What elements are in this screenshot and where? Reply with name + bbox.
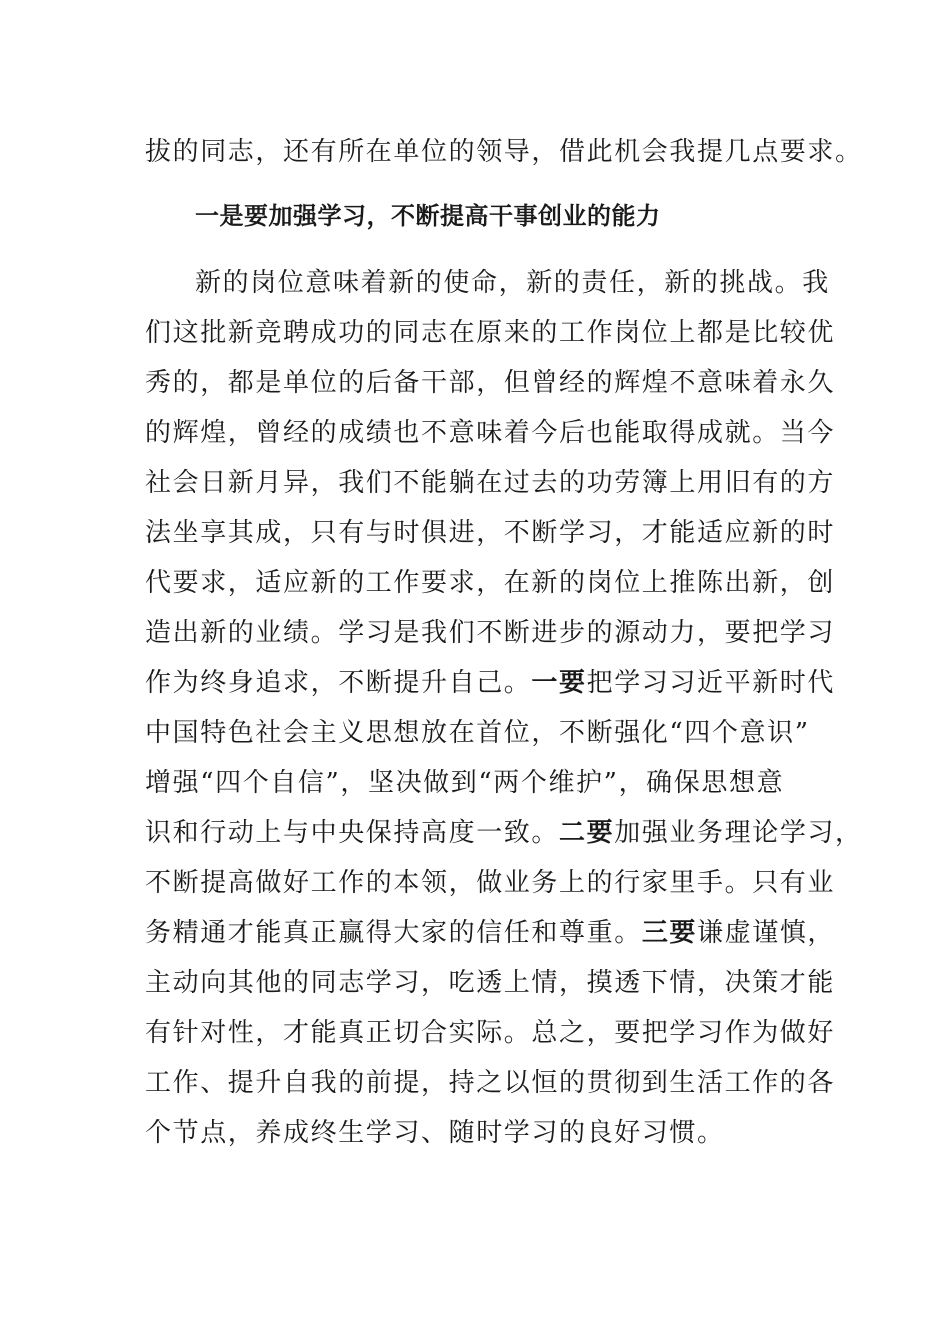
text-segment: 作为终身追求，不断提升自己。: [145, 668, 532, 698]
paragraph-line-12: [145, 808, 863, 858]
emphasis-san-yao: 三要: [641, 918, 698, 948]
paragraph-line-13: 不断提高做好工作的本领，做业务上的行家里手。只有业: [145, 868, 836, 898]
text-segment: 务精通才能真正赢得大家的信任和尊重。: [145, 918, 642, 948]
text-segment: 识和行动上与中央保持高度一致。: [145, 818, 560, 848]
paragraph-line-1: 新的岗位意味着新的使命，新的责任，新的挑战。我: [195, 268, 830, 298]
paragraph-line-18: 个节点，养成终生学习、随时学习的良好习惯。: [145, 1118, 725, 1148]
paragraph-line-4: 的辉煌，曾经的成绩也不意味着今后也能取得成就。当今: [145, 418, 836, 448]
emphasis-er-yao: 二要: [559, 818, 615, 848]
paragraph-line-17: 工作、提升自我的前提，持之以恒的贯彻到生活工作的各: [145, 1068, 836, 1098]
section-heading: 一是要加强学习，不断提高干事创业的能力: [195, 202, 661, 230]
emphasis-yi-yao: 一要: [531, 668, 587, 698]
paragraph-line-9: [145, 658, 836, 708]
text-segment: 把学习习近平新时代: [586, 668, 836, 698]
paragraph-line-14: [145, 908, 836, 958]
paragraph-line-5: 社会日新月异，我们不能躺在过去的功劳簿上用旧有的方: [145, 468, 836, 498]
intro-line: 拔的同志，还有所在单位的领导，借此机会我提几点要求。: [145, 137, 863, 167]
paragraph-line-3: 秀的，都是单位的后备干部，但曾经的辉煌不意味着永久: [145, 368, 836, 398]
paragraph-line-10: 中国特色社会主义思想放在首位，不断强化“四个意识”: [145, 718, 810, 748]
paragraph-line-16: 有针对性，才能真正切合实际。总之，要把学习作为做好: [145, 1018, 836, 1048]
paragraph-line-15: 主动向其他的同志学习，吃透上情，摸透下情，决策才能: [145, 968, 836, 998]
paragraph-line-11: 增强“四个自信”，坚决做到“两个维护”，确保思想意: [145, 768, 785, 798]
paragraph-line-6: 法坐享其成，只有与时俱进，不断学习，才能适应新的时: [145, 518, 836, 548]
text-segment: 加强业务理论学习，: [614, 818, 863, 848]
paragraph-line-2: 们这批新竞聘成功的同志在原来的工作岗位上都是比较优: [145, 318, 836, 348]
paragraph-line-7: 代要求，适应新的工作要求，在新的岗位上推陈出新，创: [145, 568, 836, 598]
paragraph-line-8: 造出新的业绩。学习是我们不断进步的源动力，要把学习: [145, 618, 836, 648]
text-segment: 谦虚谨慎，: [697, 918, 836, 948]
